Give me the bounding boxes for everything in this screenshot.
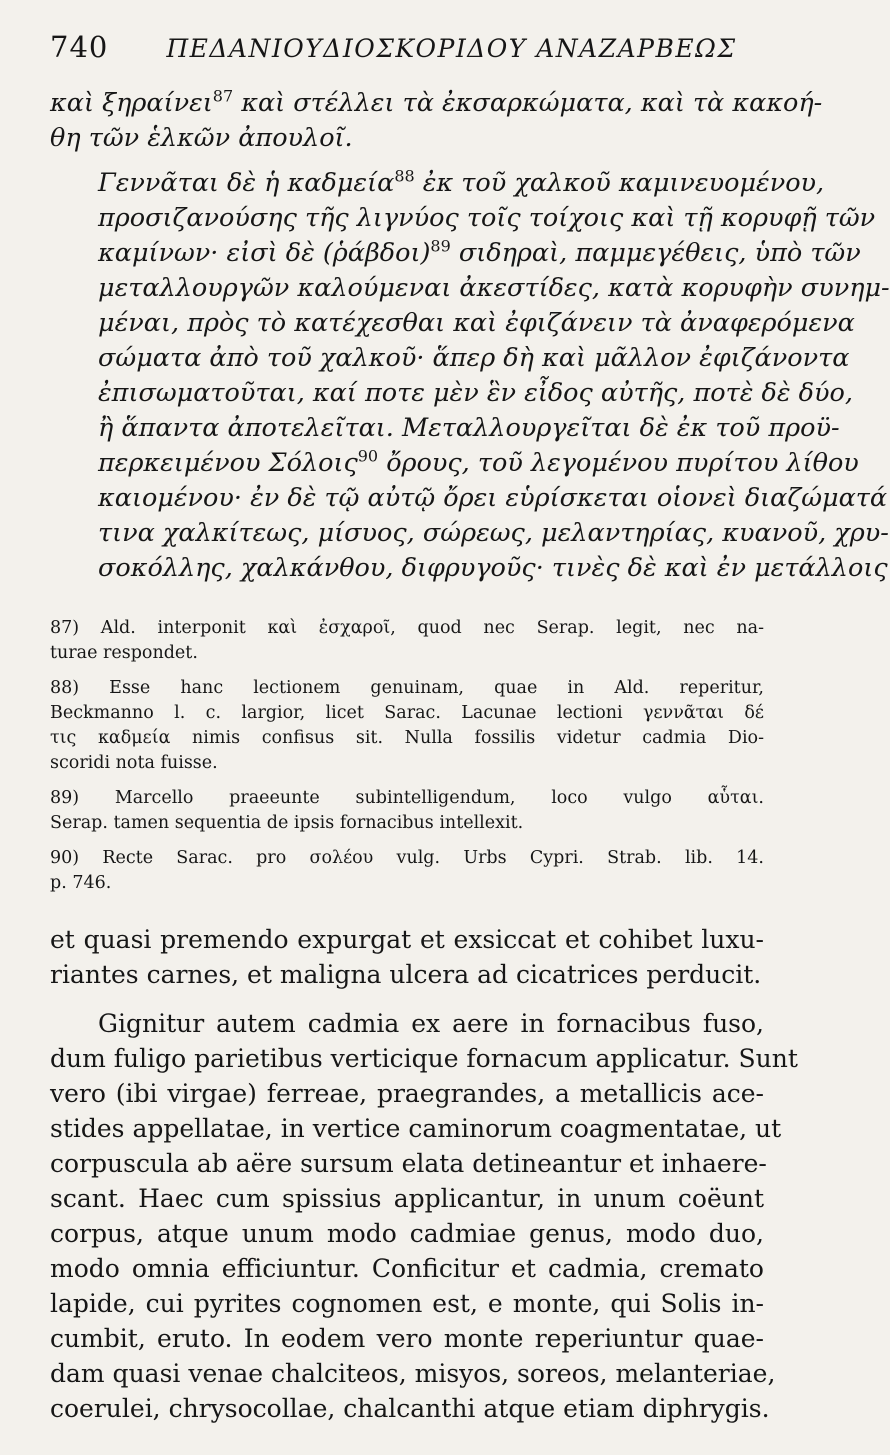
footnote-line: τις καδμεία nimis confisus sit. Nulla fossilis videtur cadmia Dio- [50,728,764,748]
footnote-line: Serap. tamen sequentia de ipsis fornacibus intellexit. [50,813,524,833]
footnote-line: 90) Recte Sarac. pro σολέου vulg. Urbs Cypri. Strab. lib. 14. [50,848,764,868]
footnote-line: Beckmanno l. c. largior, licet Sarac. Lacunae lectioni γεννᾶται δέ [50,703,764,723]
page-number: 740 [50,30,109,64]
text-line: ἢ ἅπαντα ἀποτελεῖται. Μεταλλουργεῖται δὲ ἐκ τοῦ προϋ- [98,413,840,443]
text-line: Γεννᾶται δὲ ἡ καδμεία$^{88}$ ἐκ τοῦ χαλκοῦ καμινευομένου, [98,166,825,198]
page-header [50,30,764,86]
text-line: μεταλλουργῶν καλούμεναι ἀκεστίδες, κατὰ κορυφὴν συνημ- [98,273,890,303]
text-line: vero (ibi virgae) ferreae, praegrandes, a metallicis ace- [50,1079,764,1108]
text-line: καιομένου· ἐν δὲ τῷ αὐτῷ ὄρει εὑρίσκεται οἱονεὶ διαζώματά [98,483,888,513]
latin-paragraph [50,922,764,992]
text-line: Gignitur autem cadmia ex aere in fornacibus fuso, [98,1009,764,1038]
running-head: ΠΕΔΑΝΙΟΥΔΙΟΣΚΟΡΙΔΟΥ ΑΝΑΖΑΡΒΕΩΣ [166,34,737,63]
greek-text [50,86,890,586]
text-line: μέναι, πρὸς τὸ κατέχεσθαι καὶ ἐφιζάνειν τὰ ἀναφερόμενα [98,308,855,338]
text-line: καὶ ξηραίνει$^{87}$ καὶ στέλλει τὰ ἐκσαρκώματα, καὶ τὰ κακοή- [50,86,823,118]
text-line: προσιζανούσης τῆς λιγνύος τοῖς τοίχοις καὶ τῇ κορυφῇ τῶν [98,203,876,233]
text-line: stides appellatae, in vertice caminorum coagmentatae, ut [50,1114,782,1143]
text-line: scant. Haec cum spissius applicantur, in unum coëunt [50,1184,764,1213]
text-line: lapide, cui pyrites cognomen est, e monte, qui Solis in- [50,1289,764,1318]
text-line: σοκόλλης, χαλκάνθου, διφρυγοῦς· τινὲς δὲ καὶ ἐν μετάλλοις [98,553,888,583]
text-line: καμίνων· εἰσὶ δὲ (ῥάβδοι)$^{89}$ σιδηραὶ, παμμεγέθεις, ὑπὸ τῶν [98,236,861,268]
text-line: dam quasi venae chalciteos, misyos, soreos, melanteriae, [50,1359,776,1388]
text-line: dum fuligo parietibus verticique fornacum applicatur. Sunt [50,1044,798,1073]
text-line: θη τῶν ἑλκῶν ἀπουλοῖ. [50,123,353,153]
footnote [50,616,764,666]
footnote-line: p. 746. [50,873,112,893]
text-line: περκειμένου Σόλοις$^{90}$ ὄρους, τοῦ λεγομένου πυρίτου λίθου [98,446,859,478]
greek-paragraph [50,166,890,586]
text-line: corpuscula ab aëre sursum elata detineantur et inhaere- [50,1149,767,1178]
text-line: τινα χαλκίτεως, μίσυος, σώρεως, μελαντηρίας, κυανοῦ, χρυ- [98,518,889,548]
text-line: riantes carnes, et maligna ulcera ad cicatrices perducit. [50,960,762,989]
latin-paragraph [50,1006,798,1426]
footnote [50,786,764,836]
text-line: modo omnia efficiuntur. Conficitur et cadmia, cremato [50,1254,764,1283]
footnote [50,676,764,776]
footnote [50,846,764,896]
footnote-line: 89) Marcello praeeunte subintelligendum, loco vulgo αὗται. [50,788,764,808]
latin-translation [50,922,798,1426]
text-line: σώματα ἀπὸ τοῦ χαλκοῦ· ἅπερ δὴ καὶ μᾶλλον ἐφιζάνοντα [98,343,850,373]
greek-paragraph [50,86,823,156]
footnote-line: 87) Ald. interponit καὶ ἐσχαροῖ, quod nec Serap. legit, nec na- [50,618,764,638]
text-line: corpus, atque unum modo cadmiae genus, modo duo, [50,1219,764,1248]
footnote-line: turae respondet. [50,643,198,663]
text-line: et quasi premendo expurgat et exsiccat et cohibet luxu- [50,925,764,954]
footnote-line: 88) Esse hanc lectionem genuinam, quae in Ald. reperitur, [50,678,764,698]
footnotes [50,616,764,896]
text-line: ἐπισωματοῦται, καί ποτε μὲν ἓν εἶδος αὐτῆς, ποτὲ δὲ δύο, [98,378,853,408]
footnote-line: scoridi nota fuisse. [50,753,218,773]
text-line: cumbit, eruto. In eodem vero monte reperiuntur quae- [50,1324,764,1353]
text-line: coerulei, chrysocollae, chalcanthi atque etiam diphrygis. [50,1394,770,1423]
